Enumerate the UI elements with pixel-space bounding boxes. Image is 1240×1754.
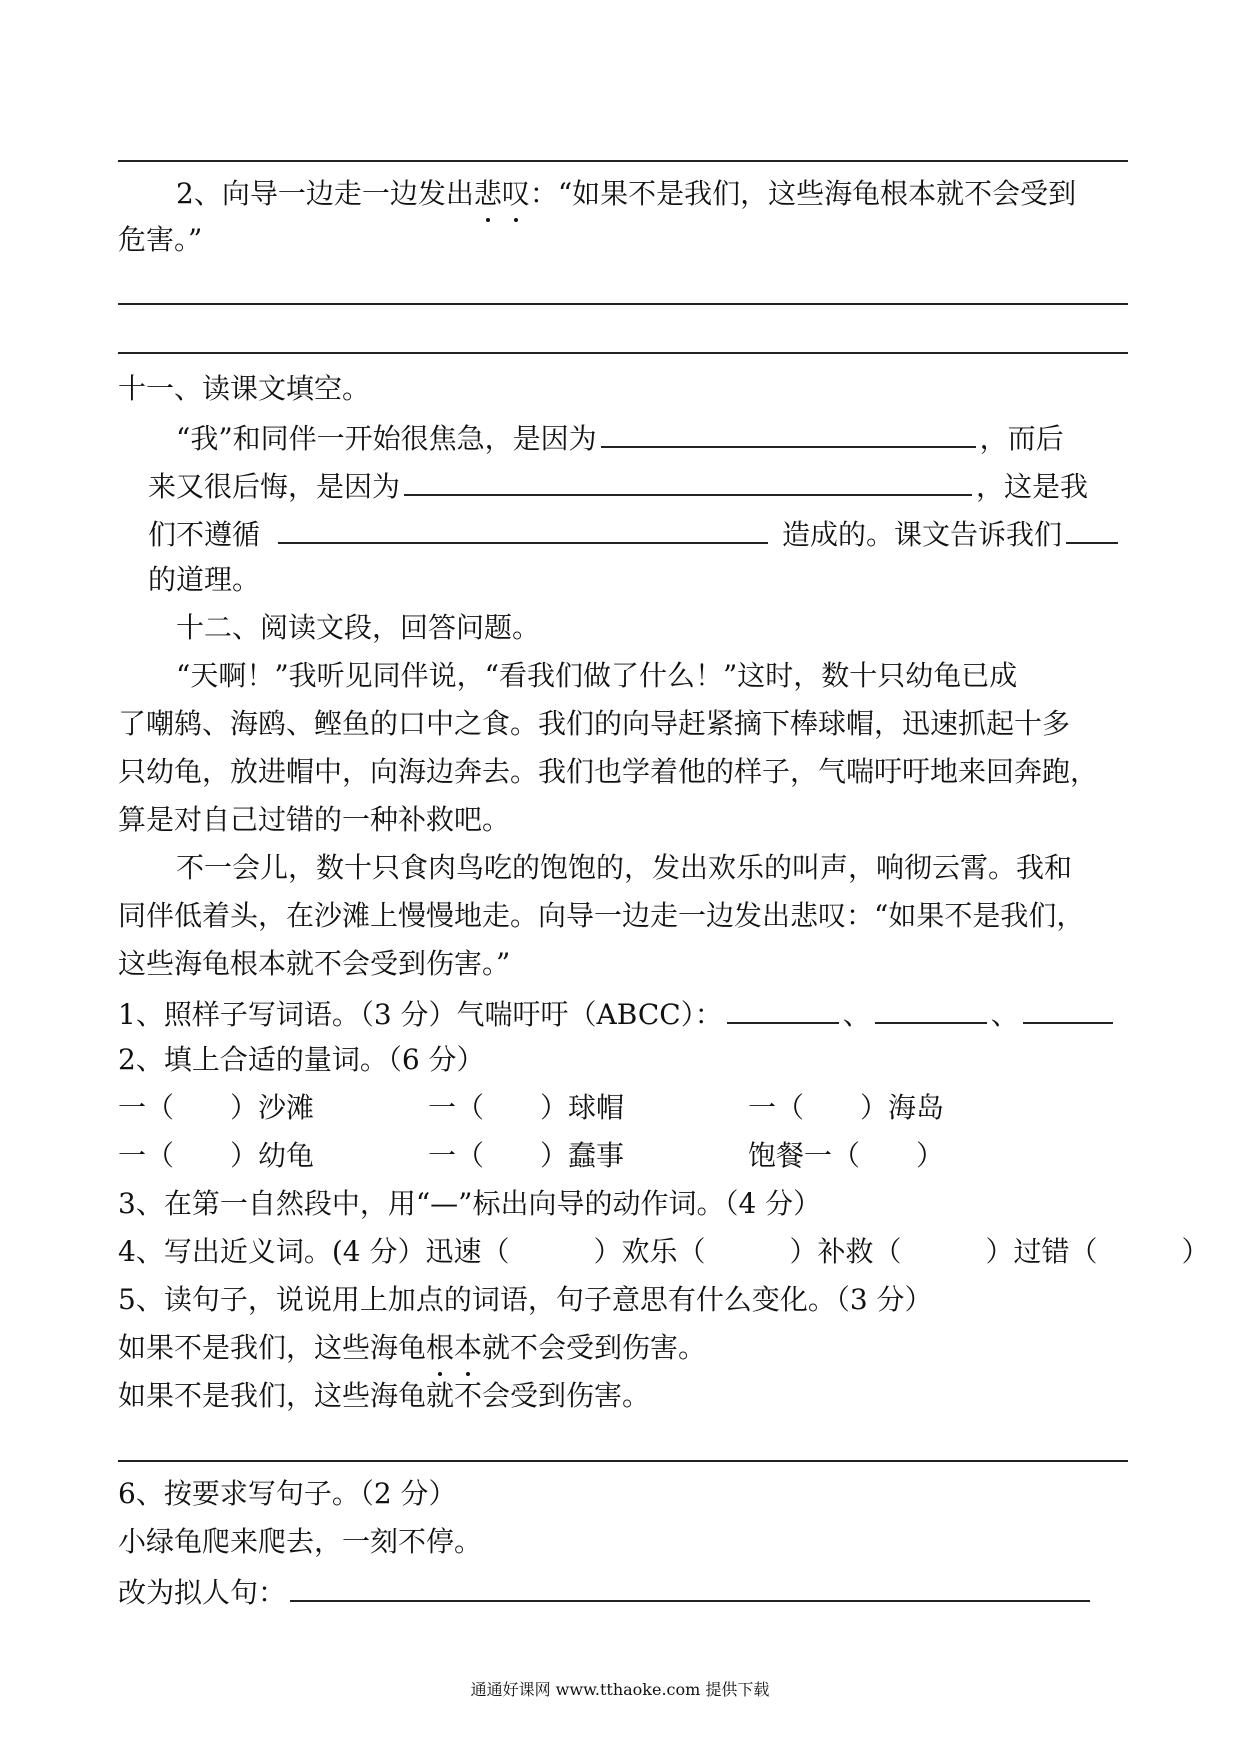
dotted-char: 悲	[473, 177, 502, 210]
passage-p2-line1: 不一会儿，数十只食肉鸟吃的饱饱的，发出欢乐的叫声，响彻云霄。我和	[176, 851, 1073, 884]
question-5: 5、读句子，说说用上加点的词语，句子意思有什么变化。（3 分）	[118, 1283, 933, 1316]
q5-s1-text-a: 如果不是我们，这些海龟	[118, 1331, 427, 1364]
question-6: 6、按要求写句子。（2 分）	[118, 1477, 457, 1510]
dotted-char: 叹	[501, 177, 530, 210]
fill-blank[interactable]	[290, 1572, 1090, 1602]
separator: 、	[842, 998, 871, 1031]
q6-answer-row	[118, 1572, 1094, 1611]
measure-word-item: 一（ ）球帽	[428, 1091, 625, 1124]
answer-line[interactable]	[118, 352, 1128, 354]
measure-word-item: 一（ ）沙滩	[118, 1091, 315, 1124]
passage-p1-line4: 算是对自己过错的一种补救吧。	[118, 803, 511, 836]
fill-blank[interactable]	[1023, 994, 1113, 1024]
s11-l1-text-b: ，而后	[979, 422, 1064, 455]
s11-line1	[176, 418, 1064, 457]
measure-word-item: 一（ ）蠢事	[428, 1139, 625, 1172]
s11-l1-text-a: “我”和同伴一开始很焦急，是因为	[176, 422, 597, 455]
answer-line[interactable]	[118, 1460, 1128, 1462]
dotted-char: 根	[426, 1331, 455, 1364]
page-footer: 通通好课网 www.tthaoke.com 提供下载	[470, 1680, 770, 1699]
passage-p1-line1: “天啊！”我听见同伴说，“看我们做了什么！”这时，数十只幼龟已成	[176, 659, 1018, 692]
passage-p2-line3: 这些海龟根本就不会受到伤害。”	[118, 947, 511, 980]
q1-text: 1、照样子写词语。（3 分）气喘吁吁（ABCC）：	[118, 998, 723, 1031]
fill-blank[interactable]	[1066, 514, 1118, 544]
dotted-char: 本	[454, 1331, 483, 1364]
passage-p2-line2: 同伴低着头，在沙滩上慢慢地走。向导一边走一边发出悲叹：“如果不是我们，	[118, 899, 1085, 932]
q10-2-text-a: 2、向导一边走一边发出	[176, 177, 474, 210]
answer-line[interactable]	[118, 303, 1128, 305]
section-11-heading: 十一、读课文填空。	[118, 372, 371, 405]
s11-line4: 的道理。	[148, 563, 261, 596]
fill-blank[interactable]	[875, 994, 987, 1024]
measure-word-item: 饱餐一（ ）	[748, 1139, 945, 1172]
measure-word-item: 一（ ）幼龟	[118, 1139, 315, 1172]
fill-blank[interactable]	[727, 994, 839, 1024]
fill-blank[interactable]	[601, 418, 976, 448]
q5-s1-text-b: 就不会受到伤害。	[482, 1331, 707, 1364]
q10-2-line1	[176, 176, 1076, 212]
q6-sentence: 小绿龟爬来爬去，一刻不停。	[118, 1525, 483, 1558]
s11-l3-text-b: 造成的。课文告诉我们	[782, 518, 1063, 551]
q6-prompt: 改为拟人句：	[118, 1576, 287, 1609]
question-3: 3、在第一自然段中，用“—”标出向导的动作词。（4 分）	[118, 1187, 822, 1220]
s11-line3	[148, 514, 1122, 553]
s11-line2	[148, 466, 1088, 505]
q5-sentence-2: 如果不是我们，这些海龟就不会受到伤害。	[118, 1379, 651, 1412]
question-2: 2、填上合适的量词。（6 分）	[118, 1043, 485, 1076]
question-4: 4、写出近义词。(4 分）迅速（ ）欢乐（ ）补救（ ）过错（ ）	[118, 1235, 1210, 1268]
passage-p1-line2: 了嘲鸫、海鸥、鲣鱼的口中之食。我们的向导赶紧摘下棒球帽，迅速抓起十多	[118, 707, 1071, 740]
section-12-heading: 十二、阅读文段，回答问题。	[176, 611, 541, 644]
q10-2-text-b: ：“如果不是我们，这些海龟根本就不会受到	[529, 177, 1077, 210]
separator: 、	[990, 998, 1019, 1031]
s11-l3-text-a: 们不遵循	[148, 518, 261, 551]
passage-p1-line3: 只幼龟，放进帽中，向海边奔去。我们也学着他的样子，气喘吁吁地来回奔跑，	[118, 755, 1099, 788]
measure-word-item: 一（ ）海岛	[748, 1091, 945, 1124]
fill-blank[interactable]	[278, 514, 768, 544]
question-1	[118, 994, 1117, 1033]
s11-l2-text-b: ，这是我	[976, 470, 1089, 503]
fill-blank[interactable]	[404, 466, 972, 496]
q10-2-line2: 危害。”	[118, 223, 203, 256]
s11-l2-text-a: 来又很后悔，是因为	[148, 470, 401, 503]
answer-line[interactable]	[118, 160, 1128, 162]
q5-sentence-1	[118, 1330, 706, 1366]
